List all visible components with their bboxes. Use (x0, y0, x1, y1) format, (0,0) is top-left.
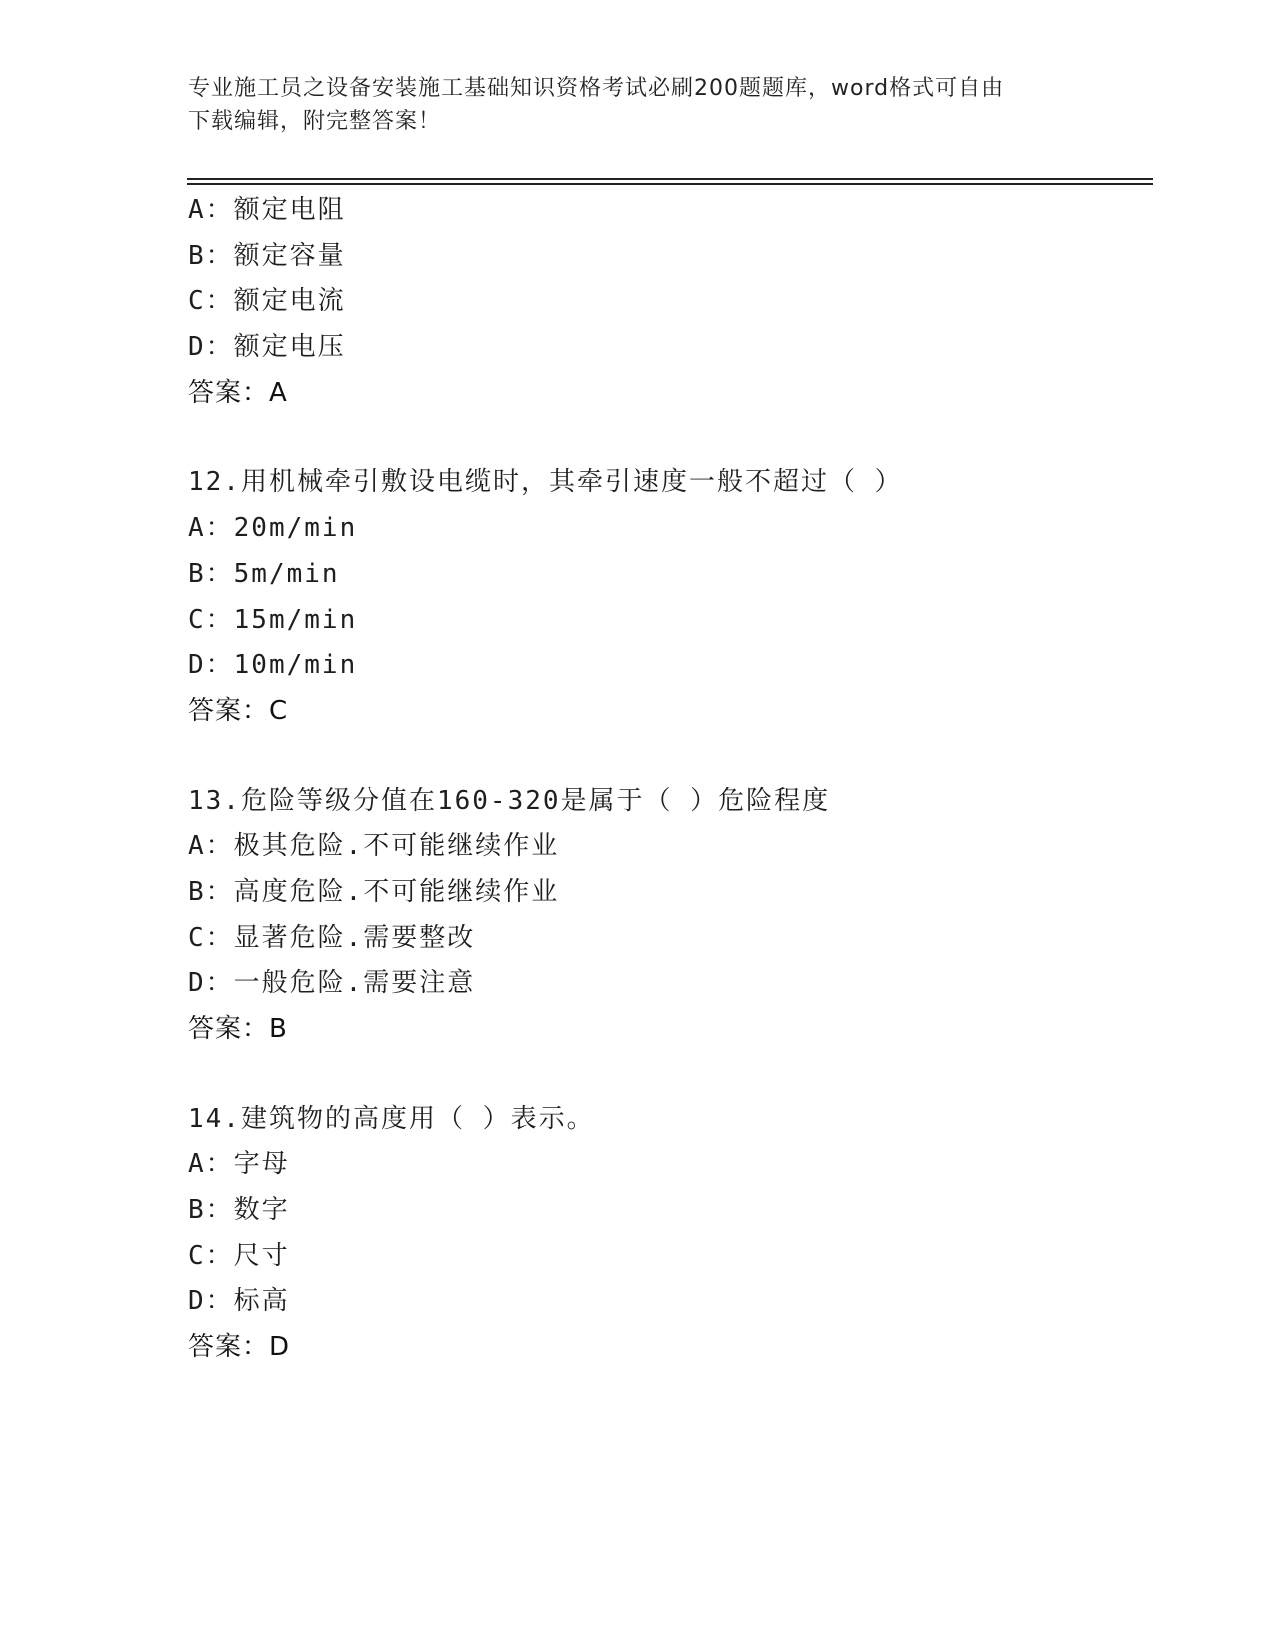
option-b: B：5m/min (188, 558, 340, 589)
option-b: B：额定容量 (188, 240, 346, 271)
option-a: A：字母 (188, 1149, 290, 1180)
spacer (188, 1053, 1148, 1097)
option-c: C：额定电流 (188, 286, 346, 317)
question-block-12 (188, 460, 1148, 734)
option-b: B：高度危险.不可能继续作业 (188, 876, 560, 907)
question-block-13 (188, 779, 1148, 1053)
option-a: A：极其危险.不可能继续作业 (188, 831, 560, 862)
question-block-partial (188, 188, 1148, 416)
header-line-2: 下载编辑，附完整答案！ (188, 109, 442, 134)
answer-line: 答案：D (188, 1332, 291, 1363)
document-header (188, 72, 1068, 138)
question-text: 13.危险等级分值在160-320是属于（ ）危险程度 (188, 785, 831, 816)
spacer (188, 416, 1148, 460)
question-list (188, 188, 1148, 1371)
header-rule-top (187, 178, 1153, 180)
option-a: A：20m/min (188, 513, 358, 544)
option-d: D：标高 (188, 1286, 290, 1317)
option-a: A：额定电阻 (188, 195, 346, 225)
question-text: 12.用机械牵引敷设电缆时，其牵引速度一般不超过（ ） (188, 467, 903, 498)
option-d: D：一般危险.需要注意 (188, 968, 476, 999)
question-text: 14.建筑物的高度用（ ）表示。 (188, 1103, 595, 1134)
option-c: C：尺寸 (188, 1240, 290, 1271)
option-d: D：额定电压 (188, 332, 346, 363)
option-d: D：10m/min (188, 650, 358, 681)
option-c: C：显著危险.需要整改 (188, 922, 476, 953)
header-line-1: 专业施工员之设备安装施工基础知识资格考试必刷200题题库，word格式可自由 (188, 76, 1005, 101)
answer-line: 答案：C (188, 695, 289, 726)
option-c: C：15m/min (188, 604, 358, 635)
answer-line: 答案：A (188, 377, 288, 408)
answer-line: 答案：B (188, 1014, 288, 1044)
spacer (188, 735, 1148, 779)
option-b: B：数字 (188, 1195, 290, 1226)
question-block-14 (188, 1097, 1148, 1371)
header-rule-bottom (187, 183, 1153, 185)
